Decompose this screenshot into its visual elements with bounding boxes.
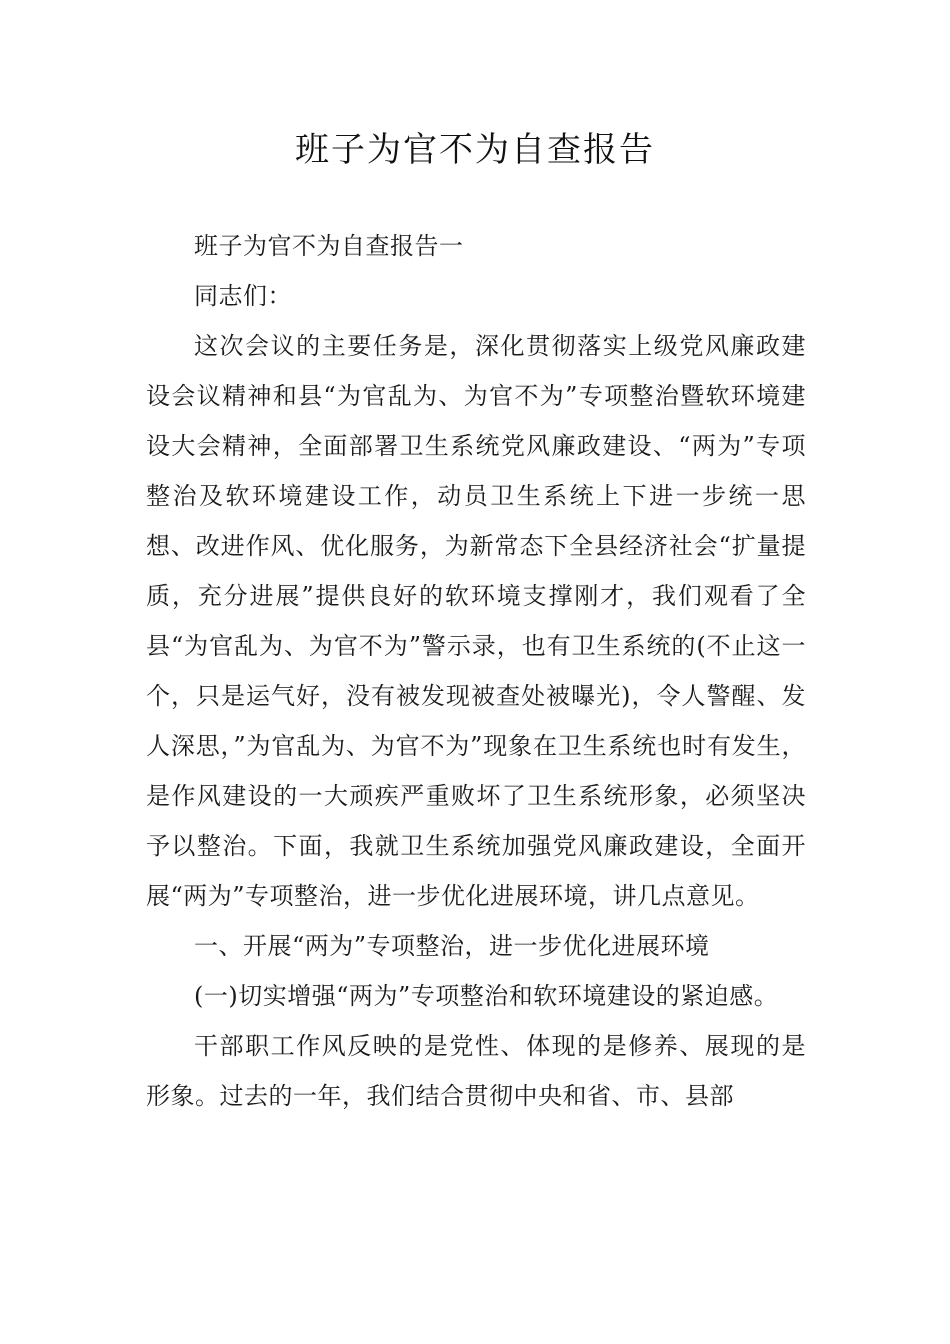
paragraph-section-heading: 一、开展“两为”专项整治，进一步优化进展环境: [194, 932, 710, 960]
document-body: [146, 221, 806, 1121]
document-title: 班子为官不为自查报告: [295, 130, 655, 170]
paragraph-salutation: 同志们：: [194, 282, 292, 310]
paragraph-body: 干部职工作风反映的是党性、体现的是修养、展现的是形象。过去的一年，我们结合贯彻中央和省、市、县部: [146, 1032, 806, 1110]
paragraph-intro: 这次会议的主要任务是，深化贯彻落实上级党风廉政建设会议精神和县“为官乱为、为官不为”专项整治暨软环境建设大会精神，全面部署卫生系统党风廉政建设、“两为”专项整治及软环境建设工作，动员卫生系统上下进一步统一思想、改进作风、优化服务，为新常态下全县经济社会“扩量提质，充分进展”提供良好的软环境支撑刚才，我们观看了全县“为官乱为、为官不为”警示录，也有卫生系统的(不止这一个，只是运气好，没有被发现被查处被曝光)，令人警醒、发人深思，”为官乱为、为官不为”现象在卫生系统也时有发生，是作风建设的一大顽疾严重败坏了卫生系统形象，必须坚决予以整治。下面，我就卫生系统加强党风廉政建设，全面开展“两为”专项整治，进一步优化进展环境，讲几点意见。: [146, 332, 806, 910]
paragraph-subtitle: 班子为官不为自查报告一: [194, 232, 464, 260]
paragraph-subsection-heading: (一)切实增强“两为”专项整治和软环境建设的紧迫感。: [194, 982, 779, 1010]
